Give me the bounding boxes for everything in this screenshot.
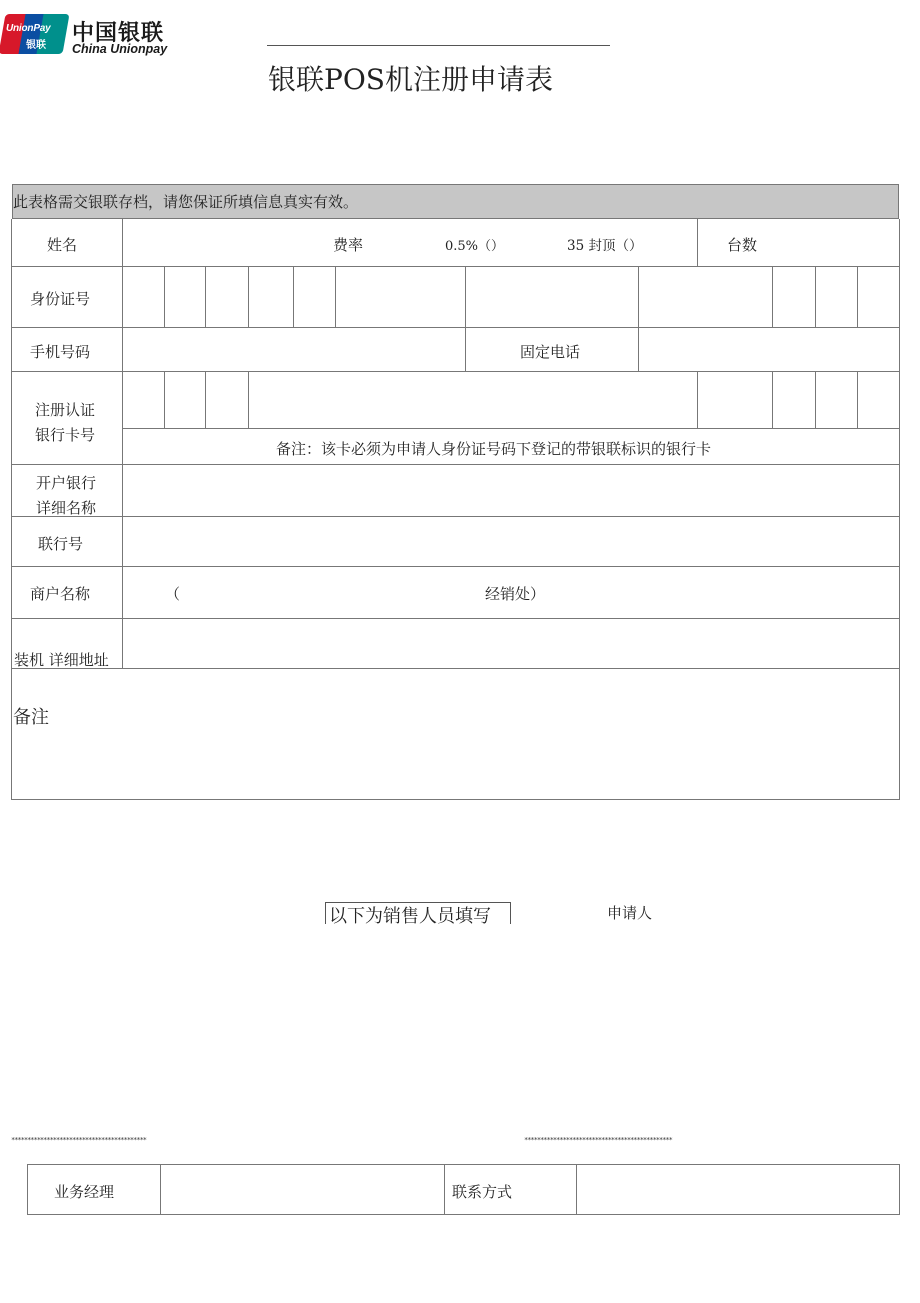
- manager-field[interactable]: [162, 1166, 443, 1213]
- rate-option-capped[interactable]: 35 封顶（）: [567, 238, 643, 254]
- landline-field[interactable]: [640, 329, 898, 370]
- card-number-field[interactable]: [124, 373, 898, 427]
- contact-label: 联系方式: [452, 1183, 513, 1201]
- address-label: 装机 详细地址: [14, 651, 109, 669]
- page-title: 银联POS机注册申请表: [268, 63, 553, 96]
- branch-code-field[interactable]: [124, 518, 898, 565]
- unionpay-logo: [0, 12, 185, 58]
- bank-name-field[interactable]: [124, 466, 898, 515]
- name-label: 姓名: [47, 236, 78, 254]
- rate-label: 费率: [333, 236, 364, 254]
- units-field[interactable]: [770, 221, 898, 265]
- landline-label: 固定电话: [520, 343, 581, 361]
- title-rule: [267, 45, 610, 46]
- applicant-label: 申请人: [607, 904, 653, 922]
- id-number-label: 身份证号: [30, 290, 91, 308]
- bank-label-line1: 开户银行: [36, 474, 97, 492]
- contact-field[interactable]: [578, 1166, 898, 1213]
- merchant-open-paren: （: [165, 585, 181, 603]
- mobile-label: 手机号码: [30, 343, 91, 361]
- logo-badge-cn: 银联: [26, 40, 46, 51]
- install-address-field[interactable]: [124, 620, 898, 667]
- logo-name-cn: 中国银联: [72, 21, 165, 46]
- bank-label-line2: 详细名称: [36, 499, 97, 517]
- remarks-field[interactable]: [13, 730, 898, 798]
- name-field[interactable]: [124, 221, 324, 265]
- logo-badge-text: UnionPay: [6, 23, 51, 34]
- sales-heading: 以下为销售人员填写: [329, 906, 491, 927]
- units-label: 台数: [727, 236, 758, 254]
- card-note: 备注：该卡必须为申请人身份证号码下登记的带银联标识的银行卡: [276, 440, 712, 458]
- card-label-line1: 注册认证: [35, 401, 96, 419]
- card-label-line2: 银行卡号: [35, 426, 96, 444]
- unionpay-badge-icon: [2, 14, 66, 54]
- id-number-field[interactable]: [124, 268, 898, 326]
- manager-label: 业务经理: [54, 1183, 115, 1201]
- merchant-name-field[interactable]: [180, 568, 480, 617]
- notice-text: 此表格需交银联存档，请您保证所填信息真实有效。: [13, 193, 359, 211]
- rate-option-percent[interactable]: 0.5%（）: [445, 239, 505, 254]
- divider-stars-right: **********************************************: [524, 1136, 672, 1144]
- divider-stars-left: ******************************************: [11, 1136, 147, 1144]
- mobile-field[interactable]: [124, 329, 464, 370]
- logo-name-en: China Unionpay: [72, 42, 168, 56]
- branch-code-label: 联行号: [38, 535, 84, 553]
- merchant-suffix: 经销处）: [485, 585, 546, 603]
- merchant-label: 商户名称: [30, 585, 91, 603]
- remarks-label: 备注: [13, 707, 49, 728]
